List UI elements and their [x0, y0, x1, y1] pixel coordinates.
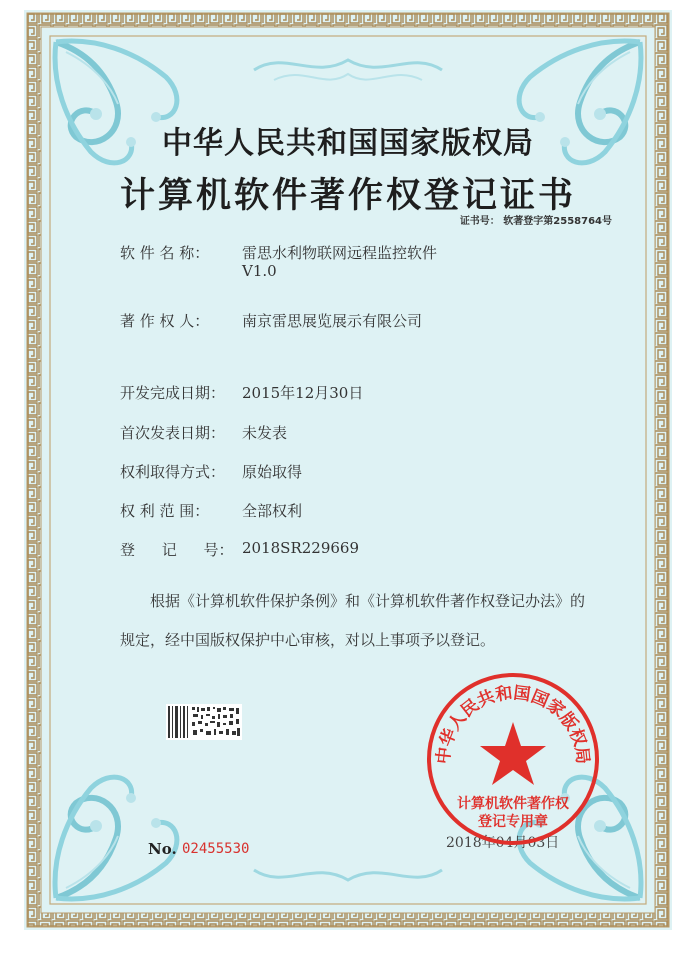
issue-date: 2018年04月03日 — [446, 835, 560, 851]
registration-number-label: 登 记 号： — [120, 541, 234, 559]
official-seal-icon — [424, 670, 602, 848]
certificate-number: 证书号： 软著登字第2558764号 — [459, 216, 612, 227]
registration-number-value: 2018SR229669 — [242, 539, 360, 557]
software-name-label: 软 件 名 称： — [120, 244, 210, 262]
owner-value: 南京雷思展览展示有限公司 — [242, 312, 423, 330]
owner-label: 著 作 权 人： — [120, 312, 210, 330]
seal-line-1: 计算机软件著作权 — [457, 796, 569, 812]
certificate-title: 计算机软件著作权登记证书 — [119, 175, 576, 216]
rights-scope-value: 全部权利 — [242, 502, 303, 520]
software-version-value: V1.0 — [242, 262, 277, 280]
statement-line-2: 规定，经中国版权保护中心审核，对以上事项予以登记。 — [120, 631, 496, 649]
rights-scope-label: 权 利 范 围： — [120, 502, 210, 520]
completion-date-value: 2015年12月30日 — [242, 384, 364, 402]
acquisition-method-value: 原始取得 — [242, 463, 303, 481]
software-name-value: 雷思水利物联网远程监控软件 — [242, 244, 438, 262]
seal-line-2: 登记专用章 — [478, 814, 548, 830]
issuing-authority-title: 中华人民共和国国家版权局 — [162, 126, 534, 161]
acquisition-method-label: 权利取得方式： — [120, 463, 226, 481]
publish-date-value: 未发表 — [242, 424, 288, 442]
serial-number: 02455530 — [182, 841, 250, 857]
publish-date-label: 首次发表日期： — [120, 424, 226, 442]
serial-label: No. — [148, 840, 177, 858]
certificate-sheet — [24, 10, 672, 930]
qr-barcode-icon — [166, 704, 242, 740]
seal-arc-text: 中华人民共和国国家版权局 — [433, 683, 593, 765]
statement-line-1: 根据《计算机软件保护条例》和《计算机软件著作权登记办法》的 — [150, 592, 586, 610]
completion-date-label: 开发完成日期： — [120, 384, 226, 402]
